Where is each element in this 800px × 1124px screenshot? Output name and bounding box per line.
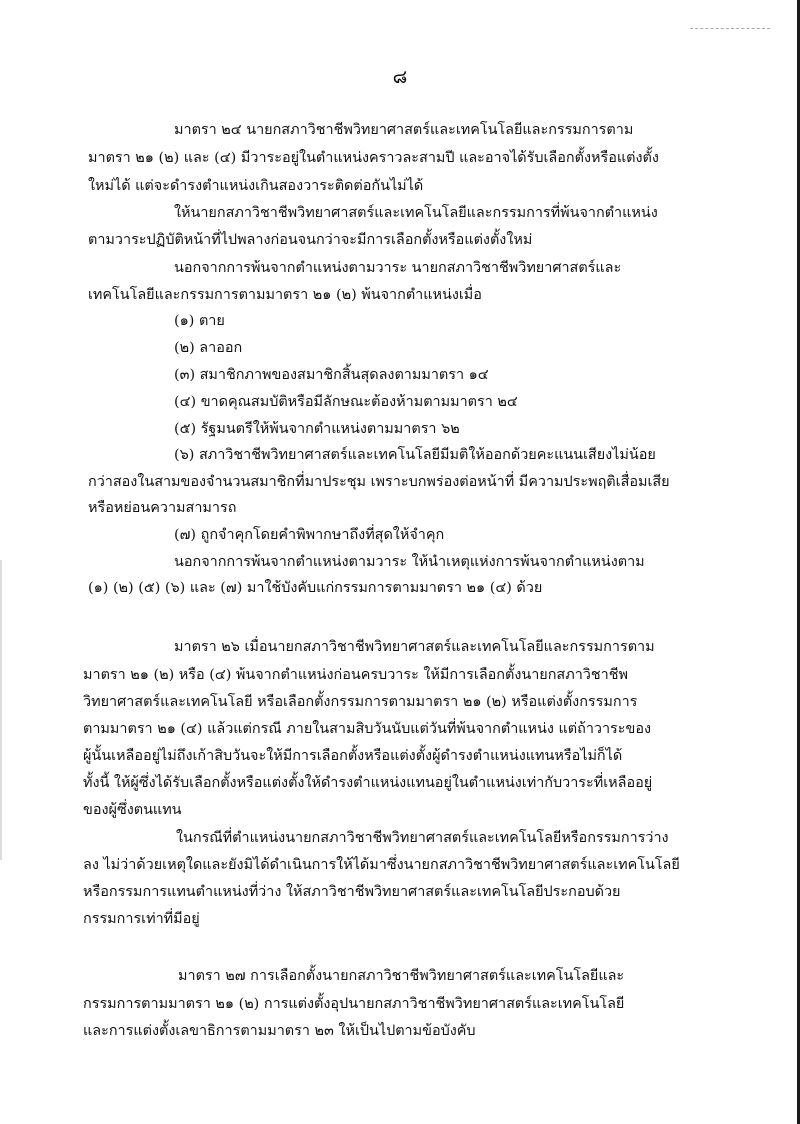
section-24-heading: มาตรา ๒๔ นายกสภาวิชาชีพวิทยาศาสตร์และเทคโนโลยีและกรรมการตาม	[174, 122, 634, 138]
paragraph-line: ตามมาตรา ๒๑ (๔) แล้วแต่กรณี ภายในสามสิบวันนับแต่วันที่พ้นจากตำแหน่ง แต่ถ้าวาระของ	[83, 721, 652, 737]
paragraph-line: ในกรณีที่ตำแหน่งนายกสภาวิชาชีพวิทยาศาสตร์และเทคโนโลยีหรือกรรมการว่าง	[176, 830, 669, 846]
paragraph-line: มาตรา ๒๑ (๒) และ (๔) มีวาระอยู่ในตำแหน่งคราวละสามปี และอาจได้รับเลือกตั้งหรือแต่งตั้ง	[88, 150, 659, 166]
paragraph-line: ผู้นั้นเหลืออยู่ไม่ถึงเก้าสิบวันจะให้มีการเลือกตั้งหรือแต่งตั้งผู้ดำรงตำแหน่งแทนหรือไม่ก็ได้	[83, 748, 623, 764]
paragraph-line: นอกจากการพ้นจากตำแหน่งตามวาระ นายกสภาวิชาชีพวิทยาศาสตร์และ	[174, 260, 622, 276]
paragraph-line: กรรมการตามมาตรา ๒๑ (๒) การแต่งตั้งอุปนายกสภาวิชาชีพวิทยาศาสตร์และเทคโนโลยี	[83, 996, 625, 1012]
section-27-heading: มาตรา ๒๗ การเลือกตั้งนายกสภาวิชาชีพวิทยาศาสตร์และเทคโนโลยีและ	[178, 968, 625, 984]
paragraph-line: (๑) (๒) (๕) (๖) และ (๗) มาใช้บังคับแก่กรรมการตามมาตรา ๒๑ (๔) ด้วย	[88, 580, 543, 596]
paragraph-line: หรือกรรมการแทนตำแหน่งที่ว่าง ให้สภาวิชาชีพวิทยาศาสตร์และเทคโนโลยีประกอบด้วย	[83, 884, 621, 900]
paragraph-line: กว่าสองในสามของจำนวนสมาชิกที่มาประชุม เพราะบกพร่องต่อหน้าที่ มีความประพฤติเสื่อมเสีย	[88, 474, 670, 490]
scan-edge-left	[0, 560, 2, 860]
list-item: (๕) รัฐมนตรีให้พ้นจากตำแหน่งตามมาตรา ๖๒	[174, 421, 460, 437]
paragraph-line: นอกจากการพ้นจากตำแหน่งตามวาระ ให้นำเหตุแห่งการพ้นจากตำแหน่งตาม	[174, 554, 645, 570]
paragraph-line: หรือหย่อนความสามารถ	[88, 500, 237, 516]
paragraph-line: และการแต่งตั้งเลขาธิการตามมาตรา ๒๓ ให้เป็นไปตามข้อบังคับ	[83, 1023, 476, 1039]
paragraph-line: วิทยาศาสตร์และเทคโนโลยี หรือเลือกตั้งกรรมการตามมาตรา ๒๑ (๒) หรือแต่งตั้งกรรมการ	[83, 694, 638, 710]
paragraph-line: ทั้งนี้ ให้ผู้ซึ่งได้รับเลือกตั้งหรือแต่งตั้งให้ดำรงตำแหน่งแทนอยู่ในตำแหน่งเท่ากับวาระที่เหลืออยู่	[83, 775, 653, 791]
page-number: ๘	[392, 66, 408, 88]
list-item: (๒) ลาออก	[174, 340, 243, 356]
paragraph-line: กรรมการเท่าที่มีอยู่	[83, 911, 200, 927]
scan-corner-mark	[690, 28, 770, 29]
paragraph-line: ลง ไม่ว่าด้วยเหตุใดและยังมิได้ดำเนินการให้ได้มาซึ่งนายกสภาวิชาชีพวิทยาศาสตร์และเทคโนโลยี	[83, 857, 680, 873]
paragraph-line: ตามวาระปฏิบัติหน้าที่ไปพลางก่อนจนกว่าจะมีการเลือกตั้งหรือแต่งตั้งใหม่	[88, 232, 533, 248]
paragraph-line: มาตรา ๒๑ (๒) หรือ (๔) พ้นจากตำแหน่งก่อนครบวาระ ให้มีการเลือกตั้งนายกสภาวิชาชีพ	[83, 667, 628, 683]
list-item: (๗) ถูกจำคุกโดยคำพิพากษาถึงที่สุดให้จำคุก	[174, 527, 445, 543]
paragraph-line: เทคโนโลยีและกรรมการตามมาตรา ๒๑ (๒) พ้นจากตำแหน่งเมื่อ	[88, 287, 482, 303]
paragraph-line: ใหม่ได้ แต่จะดำรงตำแหน่งเกินสองวาระติดต่อกันไม่ได้	[88, 178, 424, 194]
section-26-heading: มาตรา ๒๖ เมื่อนายกสภาวิชาชีพวิทยาศาสตร์และเทคโนโลยีและกรรมการตาม	[174, 639, 655, 655]
list-item: (๑) ตาย	[174, 313, 225, 329]
paragraph-line: ให้นายกสภาวิชาชีพวิทยาศาสตร์และเทคโนโลยีและกรรมการที่พ้นจากตำแหน่ง	[174, 205, 658, 221]
paragraph-line: ของผู้ซึ่งตนแทน	[83, 802, 182, 818]
list-item: (๓) สมาชิกภาพของสมาชิกสิ้นสุดลงตามมาตรา ๑๔	[174, 367, 489, 383]
list-item: (๔) ขาดคุณสมบัติหรือมีลักษณะต้องห้ามตามมาตรา ๒๔	[174, 394, 518, 410]
list-item: (๖) สภาวิชาชีพวิทยาศาสตร์และเทคโนโลยีมีมติให้ออกด้วยคะแนนเสียงไม่น้อย	[174, 447, 656, 463]
